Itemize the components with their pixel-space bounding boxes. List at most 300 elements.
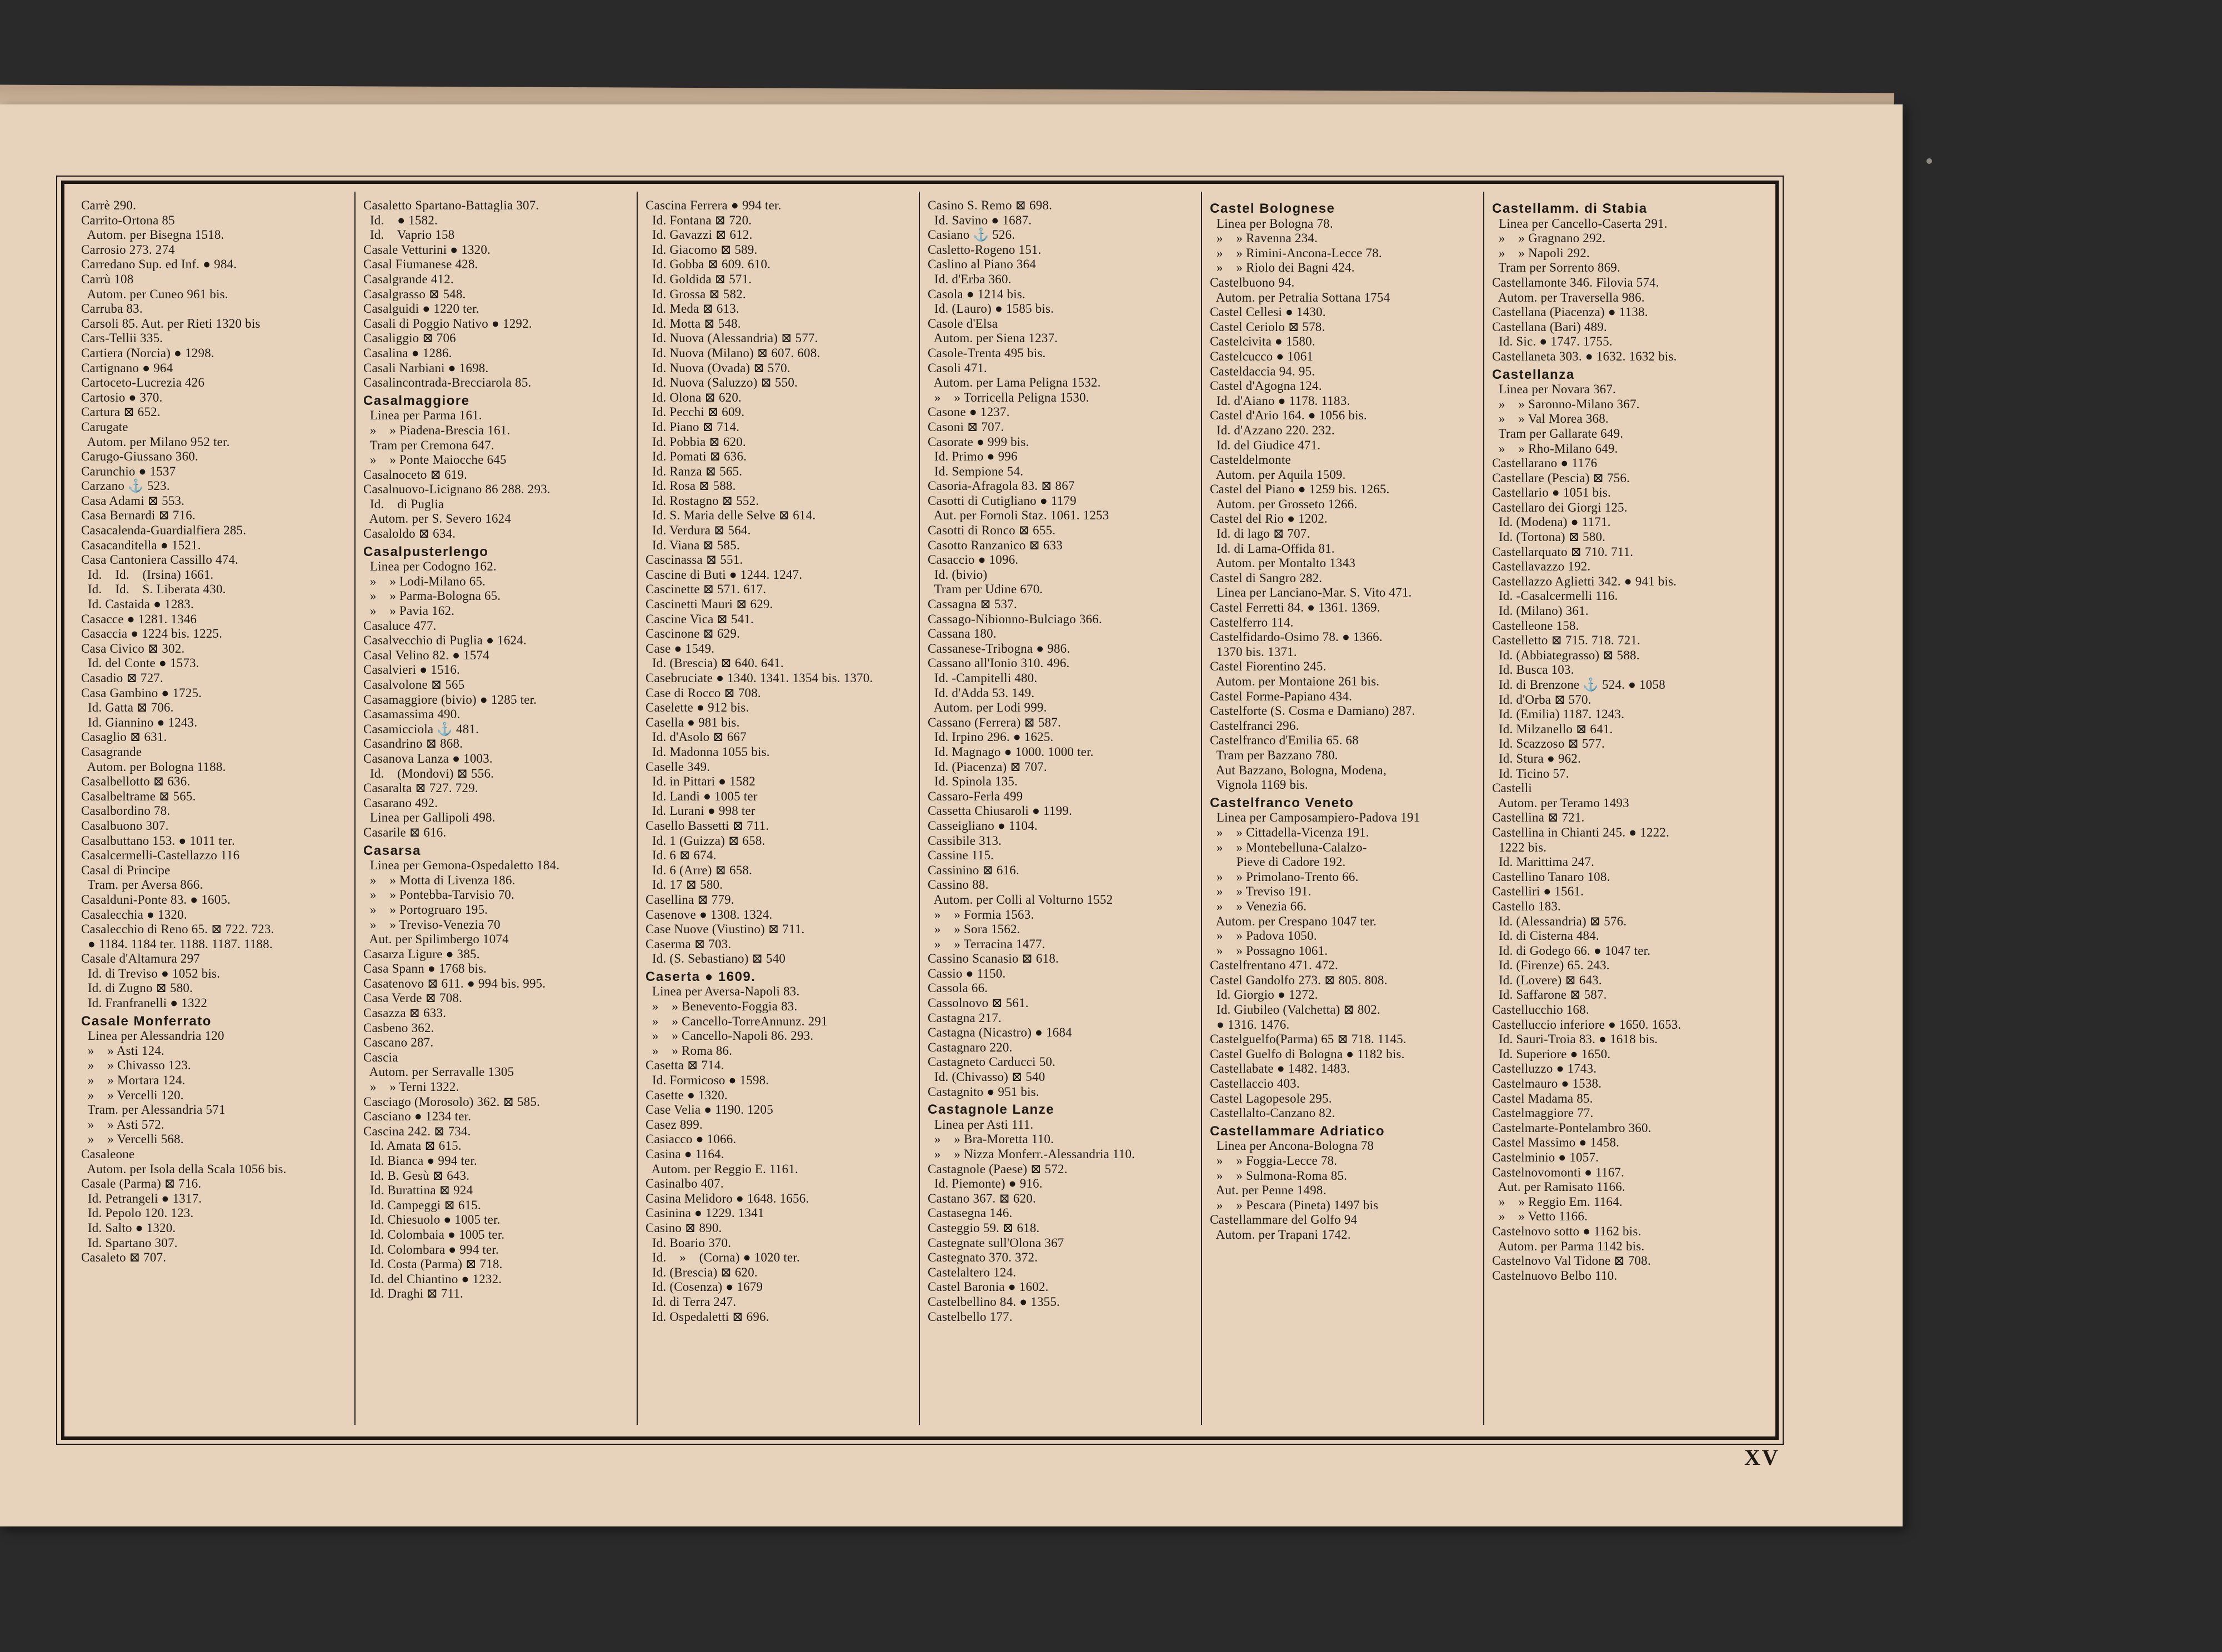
index-entry: Castellavazzo 192. <box>1492 559 1591 574</box>
index-entry: Autom. per Reggio E. 1161. <box>645 1162 798 1176</box>
index-entry: Castello 183. <box>1492 899 1561 913</box>
index-entry: Id. Fontana ⊠ 720. <box>645 213 752 227</box>
index-entry: Id. Piano ⊠ 714. <box>645 419 740 434</box>
index-entry: Id. Viana ⊠ 585. <box>645 538 740 552</box>
index-entry: Casalincontrada-Brecciarola 85. <box>363 376 532 390</box>
index-entry: » » Chivasso 123. <box>81 1058 191 1073</box>
index-entry: Casa Gambino ● 1725. <box>81 685 202 700</box>
index-entry: Carredano Sup. ed Inf. ● 984. <box>81 257 237 272</box>
index-entry: Id. (S. Sebastiano) ⊠ 540 <box>645 952 786 966</box>
index-entry: » » Cittadella-Vicenza 191. <box>1210 825 1369 839</box>
index-entry: Castel del Piano ● 1259 bis. 1265. <box>1210 482 1390 497</box>
index-entry: ● 1316. 1476. <box>1210 1017 1290 1032</box>
index-entry: Tram per Bazzano 780. <box>1210 748 1338 762</box>
index-entry: Casone ● 1237. <box>928 405 1010 419</box>
index-entry: Casaralta ⊠ 727. 729. <box>363 781 478 795</box>
index-entry: Castelminio ● 1057. <box>1492 1150 1599 1164</box>
index-entry: Id. Nuova (Saluzzo) ⊠ 550. <box>645 376 798 390</box>
index-entry: Id. (Lovere) ⊠ 643. <box>1492 973 1602 987</box>
index-entry: Autom. per Petralia Sottana 1754 <box>1210 290 1390 304</box>
index-entry: Castellaccio 403. <box>1210 1077 1300 1091</box>
index-entry: Id. di Cisterna 484. <box>1492 929 1599 943</box>
index-entry: Linea per Bologna 78. <box>1210 216 1333 231</box>
index-entry: Castelaltero 124. <box>928 1265 1017 1279</box>
index-entry: Caselle 349. <box>645 759 710 774</box>
index-entry: Id. di Treviso ● 1052 bis. <box>81 966 221 980</box>
index-entry: Casal Fiumanese 428. <box>363 257 478 272</box>
index-entry: Id. Savino ● 1687. <box>928 213 1032 227</box>
index-entry: Castellaneta 303. ● 1632. 1632 bis. <box>1492 349 1677 363</box>
index-entry: Castel di Sangro 282. <box>1210 570 1323 585</box>
index-entry: Casale (Parma) ⊠ 716. <box>81 1177 202 1191</box>
index-entry: Cascinassa ⊠ 551. <box>645 553 743 567</box>
index-entry: Id. Sempione 54. <box>928 464 1024 478</box>
index-entry: Castel Gandolfo 273. ⊠ 805. 808. <box>1210 973 1388 987</box>
index-entry: » » Vercelli 120. <box>81 1088 184 1102</box>
index-entry: Castelforte (S. Cosma e Damiano) 287. <box>1210 704 1415 718</box>
index-entry: Castelleone 158. <box>1492 618 1579 633</box>
index-entry: Casotti di Cutigliano ● 1179 <box>928 493 1077 508</box>
index-entry: » » Asti 124. <box>81 1043 164 1058</box>
index-entry: Casalvecchio di Puglia ● 1624. <box>363 633 527 648</box>
index-entry: Castagna 217. <box>928 1010 1002 1025</box>
index-entry: Casarza Ligure ● 385. <box>363 947 480 961</box>
index-entry: » » Vercelli 568. <box>81 1132 184 1147</box>
index-entry: Casina Melidoro ● 1648. 1656. <box>645 1191 809 1205</box>
index-entry: Casarile ⊠ 616. <box>363 825 447 839</box>
index-entry: Casa Bernardi ⊠ 716. <box>81 508 196 523</box>
index-entry: Id. di Puglia <box>363 497 444 511</box>
index-entry: Castellaro dei Giorgi 125. <box>1492 500 1628 514</box>
index-entry: Casalbeltrame ⊠ 565. <box>81 789 196 803</box>
index-entry: Id. Giannino ● 1243. <box>81 715 198 729</box>
index-entry: Id. Madonna 1055 bis. <box>645 744 770 759</box>
index-entry: » » Val Morea 368. <box>1492 412 1609 426</box>
index-entry: Casali di Poggio Nativo ● 1292. <box>363 316 532 331</box>
index-entry: Id. Piemonte) ● 916. <box>928 1177 1043 1191</box>
index-entry: Tram per Udine 670. <box>928 582 1043 597</box>
index-entry: Autom. per Isola della Scala 1056 bis. <box>81 1162 287 1176</box>
index-entry: Tram per Gallarate 649. <box>1492 426 1624 440</box>
index-entry: Linea per Alessandria 120 <box>81 1029 224 1043</box>
index-column-3 <box>638 192 920 1425</box>
index-entry: Id. Magnago ● 1000. 1000 ter. <box>928 744 1094 759</box>
index-entry: Casamicciola ⚓ 481. <box>363 722 479 736</box>
dust-speck <box>1926 158 1932 164</box>
index-entry: Castelbellino 84. ● 1355. <box>928 1294 1060 1309</box>
index-entry: Id. Milzanello ⊠ 641. <box>1492 722 1613 736</box>
index-entry: Id. Bianca ● 994 ter. <box>363 1154 477 1168</box>
index-entry: » » Roma 86. <box>645 1043 733 1058</box>
index-entry: Casalnuovo-Licignano 86 288. 293. <box>363 482 551 497</box>
index-entry: Autom. per Bisegna 1518. <box>81 228 224 242</box>
index-entry: Linea per Ancona-Bologna 78 <box>1210 1139 1374 1153</box>
index-section-heading: Casalmaggiore <box>363 393 470 408</box>
index-entry: Casacce ● 1281. 1346 <box>81 612 197 626</box>
index-entry: Id. di lago ⊠ 707. <box>1210 527 1310 541</box>
index-entry: Castel Ceriolo ⊠ 578. <box>1210 319 1325 334</box>
index-entry: Casaccio ● 1096. <box>928 553 1019 567</box>
index-entry: Casaglio ⊠ 631. <box>81 730 167 744</box>
index-entry: Carrù 108 <box>81 272 134 286</box>
index-section-heading: Casalpusterlengo <box>363 544 489 559</box>
index-entry: » » Bra-Moretta 110. <box>928 1132 1054 1147</box>
index-entry: Casale Vetturini ● 1320. <box>363 242 491 257</box>
index-entry: Aut Bazzano, Bologna, Modena, <box>1210 763 1387 777</box>
index-entry: » » Gragnano 292. <box>1492 231 1606 246</box>
index-entry: Id. Goldida ⊠ 571. <box>645 272 752 286</box>
index-entry: Linea per Gemona-Ospedaletto 184. <box>363 858 560 873</box>
index-entry: Castellabate ● 1482. 1483. <box>1210 1062 1350 1076</box>
index-entry: Cassine 115. <box>928 848 994 863</box>
index-entry: » » Treviso 191. <box>1210 884 1312 899</box>
index-entry: Cartiera (Norcia) ● 1298. <box>81 346 214 360</box>
index-entry: Castellina in Chianti 245. ● 1222. <box>1492 825 1670 839</box>
index-entry: Id. Saffarone ⊠ 587. <box>1492 988 1607 1002</box>
index-entry: Id. 1 (Guizza) ⊠ 658. <box>645 833 765 848</box>
index-entry: Id. Ranza ⊠ 565. <box>645 464 743 478</box>
index-entry: Id. (Alessandria) ⊠ 576. <box>1492 914 1627 928</box>
index-entry: Castellamonte 346. Filovia 574. <box>1492 275 1659 289</box>
index-entry: Casette ● 1320. <box>645 1088 728 1102</box>
index-entry: Casetta ⊠ 714. <box>645 1058 724 1073</box>
index-entry: Casello Bassetti ⊠ 711. <box>645 818 769 833</box>
index-entry: » » Mortara 124. <box>81 1073 186 1088</box>
index-entry: Cassino Scanasio ⊠ 618. <box>928 952 1059 966</box>
index-entry: Casola ● 1214 bis. <box>928 287 1025 301</box>
index-entry: Autom. per Teramo 1493 <box>1492 795 1629 810</box>
index-entry: Casa Verde ⊠ 708. <box>363 991 463 1005</box>
index-entry: Castellucchio 168. <box>1492 1003 1589 1017</box>
index-entry: Id. Giacomo ⊠ 589. <box>645 242 758 257</box>
index-entry: Castel Madama 85. <box>1492 1091 1593 1105</box>
index-entry: Casalguidi ● 1220 ter. <box>363 302 479 316</box>
index-entry: Id. Gatta ⊠ 706. <box>81 700 174 715</box>
index-entry: Id. Castaida ● 1283. <box>81 597 194 612</box>
index-entry: Id. ● 1582. <box>363 213 438 227</box>
index-entry: Id. 6 (Arre) ⊠ 658. <box>645 863 753 877</box>
index-entry: Id. del Chiantino ● 1232. <box>363 1271 502 1286</box>
index-entry: Id. -Casalcermelli 116. <box>1492 589 1618 603</box>
index-entry: Id. » (Corna) ● 1020 ter. <box>645 1250 800 1265</box>
index-entry: Id. (Piacenza) ⊠ 707. <box>928 759 1047 774</box>
index-entry: Linea per Novara 367. <box>1492 382 1617 397</box>
index-entry: Linea per Parma 161. <box>363 408 482 423</box>
index-entry: » » Cancello-TorreAnnunz. 291 <box>645 1014 828 1028</box>
index-entry: » » Nizza Monferr.-Alessandria 110. <box>928 1147 1135 1161</box>
index-entry: Casalbellotto ⊠ 636. <box>81 774 191 789</box>
index-entry: Carrè 290. <box>81 198 137 212</box>
index-entry: Id. (Mondovi) ⊠ 556. <box>363 766 494 780</box>
index-entry: Castelnovomonti ● 1167. <box>1492 1165 1625 1179</box>
index-entry: » » Napoli 292. <box>1492 246 1590 260</box>
index-section-heading: Caserta ● 1609. <box>645 969 756 984</box>
index-section-heading: Castellamm. di Stabia <box>1492 201 1648 216</box>
index-entry: Id. Nuova (Milano) ⊠ 607. 608. <box>645 346 820 360</box>
index-entry: Id. Costa (Parma) ⊠ 718. <box>363 1257 503 1271</box>
index-entry: Id. d'Azzano 220. 232. <box>1210 423 1335 437</box>
index-entry: Casanova Lanza ● 1003. <box>363 751 493 765</box>
index-entry: Id. -Campitelli 480. <box>928 671 1038 685</box>
index-entry: » » Riolo dei Bagni 424. <box>1210 261 1355 275</box>
index-entry: Casadio ⊠ 727. <box>81 671 163 685</box>
index-entry: Castelcivita ● 1580. <box>1210 334 1315 349</box>
index-entry: Casbeno 362. <box>363 1020 434 1035</box>
index-entry: Linea per Cancello-Caserta 291. <box>1492 216 1668 231</box>
index-entry: Casciago (Morosolo) 362. ⊠ 585. <box>363 1094 541 1109</box>
index-entry: Castelnovo Val Tidone ⊠ 708. <box>1492 1254 1651 1268</box>
index-column-6 <box>1484 192 1766 1425</box>
index-entry: » » Rho-Milano 649. <box>1492 441 1618 455</box>
index-entry: » » Possagno 1061. <box>1210 943 1328 958</box>
index-entry: Cascinone ⊠ 629. <box>645 627 740 641</box>
index-entry: Cassio ● 1150. <box>928 966 1006 980</box>
index-entry: Castagneto Carducci 50. <box>928 1055 1056 1069</box>
index-entry: Casacalenda-Guardialfiera 285. <box>81 523 247 538</box>
index-entry: » » Pontebba-Tarvisio 70. <box>363 888 515 902</box>
index-entry: Casteldaccia 94. 95. <box>1210 364 1315 378</box>
index-entry: Case ● 1549. <box>645 641 715 655</box>
index-entry: Id. Giubileo (Valchetta) ⊠ 802. <box>1210 1003 1380 1017</box>
index-entry: Casella ● 981 bis. <box>645 715 740 729</box>
index-section-heading: Castellanza <box>1492 367 1575 382</box>
index-entry: Casalvieri ● 1516. <box>363 663 460 677</box>
index-entry: Id. Pepolo 120. 123. <box>81 1206 194 1220</box>
index-entry: Id. Spinola 135. <box>928 774 1018 789</box>
index-entry: » » Montebelluna-Calalzo- <box>1210 840 1367 854</box>
index-entry: Casole d'Elsa <box>928 316 998 331</box>
index-entry: Tram per Cremona 647. <box>363 438 494 452</box>
index-entry: Carunchio ● 1537 <box>81 464 176 478</box>
index-entry: Id. del Conte ● 1573. <box>81 656 199 670</box>
index-entry: Cassaro-Ferla 499 <box>928 789 1023 803</box>
index-entry: Casaloldo ⊠ 634. <box>363 527 456 541</box>
index-entry: Castelmauro ● 1538. <box>1492 1077 1602 1091</box>
index-entry: Casatenovo ⊠ 611. ● 994 bis. 995. <box>363 976 546 990</box>
index-entry: Id. d'Asolo ⊠ 667 <box>645 730 747 744</box>
index-entry: Id. Meda ⊠ 613. <box>645 302 739 316</box>
index-entry: Id. (Abbiategrasso) ⊠ 588. <box>1492 648 1640 662</box>
index-entry: Caslino al Piano 364 <box>928 257 1037 272</box>
index-entry: Id. Busca 103. <box>1492 663 1574 677</box>
index-entry: » » Sora 1562. <box>928 922 1020 937</box>
index-entry: Id. Boario 370. <box>645 1235 732 1250</box>
index-entry: Id. Nuova (Alessandria) ⊠ 577. <box>645 331 818 346</box>
index-entry: » » Vetto 1166. <box>1492 1209 1588 1224</box>
index-entry: Id. (Chivasso) ⊠ 540 <box>928 1070 1045 1084</box>
index-entry: Casazza ⊠ 633. <box>363 1006 447 1020</box>
index-entry: Carugate <box>81 419 128 434</box>
index-entry: Casa Cantoniera Cassillo 474. <box>81 553 239 567</box>
index-entry: Castelli <box>1492 781 1532 795</box>
index-entry: Cascia <box>363 1050 398 1064</box>
index-entry: Id. Draghi ⊠ 711. <box>363 1286 463 1301</box>
index-entry: Vignola 1169 bis. <box>1210 778 1308 792</box>
index-entry: Autom. per Aquila 1509. <box>1210 467 1346 482</box>
index-entry: » » Formia 1563. <box>928 907 1034 922</box>
index-entry: Castelliri ● 1561. <box>1492 884 1584 899</box>
index-entry: Id. in Pittari ● 1582 <box>645 774 756 789</box>
index-entry: Linea per Aversa-Napoli 83. <box>645 984 800 999</box>
index-entry: Casacanditella ● 1521. <box>81 538 201 552</box>
index-entry: Cars-Tellii 335. <box>81 331 163 346</box>
index-entry: Id. Id. (Irsina) 1661. <box>81 567 214 582</box>
index-entry: Id. Gavazzi ⊠ 612. <box>645 228 753 242</box>
index-entry: 1370 bis. 1371. <box>1210 644 1297 659</box>
index-entry: Id. Grossa ⊠ 582. <box>645 287 746 301</box>
index-entry: Autom. per Lama Peligna 1532. <box>928 376 1101 390</box>
index-entry: Id. Amata ⊠ 615. <box>363 1139 462 1153</box>
index-section-heading: Castagnole Lanze <box>928 1102 1055 1118</box>
index-entry: Casiacco ● 1066. <box>645 1132 737 1147</box>
index-entry: » » Sulmona-Roma 85. <box>1210 1168 1348 1183</box>
index-entry: Castel Lagopesole 295. <box>1210 1091 1332 1105</box>
index-entry: Casenove ● 1308. 1324. <box>645 907 773 922</box>
index-entry: » » Venezia 66. <box>1210 899 1307 913</box>
index-entry: Casalbordino 78. <box>81 804 171 818</box>
index-entry: Autom. per Lodi 999. <box>928 700 1047 715</box>
index-entry: Id. Vaprio 158 <box>363 228 455 242</box>
index-entry: Case di Rocco ⊠ 708. <box>645 685 761 700</box>
index-entry: » » Terracina 1477. <box>928 937 1045 951</box>
index-entry: Cascinetti Mauri ⊠ 629. <box>645 597 773 612</box>
index-entry: Casinina ● 1229. 1341 <box>645 1206 764 1220</box>
page-number: XV <box>1744 1445 1780 1470</box>
index-entry: » » Cancello-Napoli 86. 293. <box>645 1029 814 1043</box>
index-entry: Castelfranci 296. <box>1210 718 1299 733</box>
index-entry: Autom. per S. Severo 1624 <box>363 512 512 526</box>
index-entry: » » Motta di Livenza 186. <box>363 873 516 887</box>
index-entry: Casebruciate ● 1340. 1341. 1354 bis. 1370. <box>645 671 873 685</box>
index-entry: Id. Primo ● 996 <box>928 449 1018 464</box>
index-entry: Id. Salto ● 1320. <box>81 1220 176 1235</box>
index-entry: Id. Formicoso ● 1598. <box>645 1073 769 1088</box>
index-entry: Casorate ● 999 bis. <box>928 434 1029 449</box>
index-entry: » » Foggia-Lecce 78. <box>1210 1154 1338 1168</box>
index-entry: Casotto Ranzanico ⊠ 633 <box>928 538 1063 552</box>
index-entry: » » Treviso-Venezia 70 <box>363 917 501 932</box>
index-entry: » » Parma-Bologna 65. <box>363 589 501 603</box>
index-column-2 <box>356 192 638 1425</box>
index-entry: Autom. per Traversella 986. <box>1492 290 1645 304</box>
index-entry: Autom. per Serravalle 1305 <box>363 1065 514 1079</box>
index-entry: » » Asti 572. <box>81 1117 164 1132</box>
index-entry: Id. Id. S. Liberata 430. <box>81 582 226 597</box>
index-entry: Castellammare del Golfo 94 <box>1210 1213 1358 1227</box>
index-entry: Castel del Rio ● 1202. <box>1210 512 1328 526</box>
index-entry: Cascina 242. ⊠ 734. <box>363 1124 471 1138</box>
index-entry: Castelnuovo Belbo 110. <box>1492 1268 1618 1283</box>
index-entry: Aut. per Spilimbergo 1074 <box>363 932 509 947</box>
index-entry: Autom. per Colli al Volturno 1552 <box>928 892 1113 907</box>
index-entry: Id. Burattina ⊠ 924 <box>363 1183 473 1198</box>
index-entry: Id. Rostagno ⊠ 552. <box>645 493 759 508</box>
index-entry: Castellalto-Canzano 82. <box>1210 1106 1335 1120</box>
index-entry: Id. Irpino 296. ● 1625. <box>928 730 1054 744</box>
index-entry: Castelmarte-Pontelambro 360. <box>1492 1120 1652 1135</box>
index-entry: Cartosio ● 370. <box>81 390 163 404</box>
index-entry: Casino S. Remo ⊠ 698. <box>928 198 1053 212</box>
index-entry: Carrosio 273. 274 <box>81 242 175 257</box>
index-entry: » » Rimini-Ancona-Lecce 78. <box>1210 246 1382 260</box>
index-entry: Castellana (Piacenza) ● 1138. <box>1492 305 1648 319</box>
index-entry: Casellina ⊠ 779. <box>645 892 734 907</box>
index-columns <box>73 192 1768 1425</box>
index-entry: Castelmaggiore 77. <box>1492 1106 1594 1120</box>
index-section-heading: Casale Monferrato <box>81 1013 212 1029</box>
index-entry: Castellino Tanaro 108. <box>1492 869 1610 884</box>
index-entry: 1222 bis. <box>1492 840 1547 854</box>
index-entry: Aut. per Fornoli Staz. 1061. 1253 <box>928 508 1109 523</box>
index-entry: Casoria-Afragola 83. ⊠ 867 <box>928 479 1075 493</box>
index-entry: Castagnaro 220. <box>928 1040 1013 1054</box>
index-entry: » » Ravenna 234. <box>1210 231 1318 246</box>
index-entry: Id. Nuova (Ovada) ⊠ 570. <box>645 361 790 375</box>
index-entry: Casalbuono 307. <box>81 818 169 833</box>
index-entry: Aut. per Ramisato 1166. <box>1492 1180 1625 1194</box>
index-entry: Casal Velino 82. ● 1574 <box>363 648 489 662</box>
index-entry: Casamaggiore (bivio) ● 1285 ter. <box>363 692 537 707</box>
index-entry: Autom. per Siena 1237. <box>928 331 1058 346</box>
index-entry: Id. (Tortona) ⊠ 580. <box>1492 530 1606 544</box>
index-entry: Id. B. Gesù ⊠ 643. <box>363 1168 470 1183</box>
index-entry: Casiano ⚓ 526. <box>928 228 1015 242</box>
index-entry: Casole-Trenta 495 bis. <box>928 346 1046 360</box>
index-entry: Aut. per Penne 1498. <box>1210 1183 1327 1198</box>
index-entry: » » Terni 1322. <box>363 1080 459 1094</box>
index-entry: Id. di Godego 66. ● 1047 ter. <box>1492 943 1651 958</box>
index-entry: Id. S. Maria delle Selve ⊠ 614. <box>645 508 816 523</box>
index-entry: Castel Guelfo di Bologna ● 1182 bis. <box>1210 1047 1405 1061</box>
index-entry: Id. Colombaia ● 1005 ter. <box>363 1227 505 1241</box>
index-section-heading: Castellammare Adriatico <box>1210 1123 1385 1139</box>
index-entry: Id. Campeggi ⊠ 615. <box>363 1198 481 1212</box>
index-entry: Casal di Principe <box>81 863 171 877</box>
index-entry: » » Benevento-Foggia 83. <box>645 999 798 1014</box>
index-entry: Autom. per Parma 1142 bis. <box>1492 1239 1645 1253</box>
index-entry: Cascine di Buti ● 1244. 1247. <box>645 567 803 582</box>
index-entry: Id. d'Orba ⊠ 570. <box>1492 692 1592 707</box>
index-entry: Casotti di Ronco ⊠ 655. <box>928 523 1056 538</box>
index-entry: » » Ponte Maiocche 645 <box>363 453 507 467</box>
index-entry: Id. d'Erba 360. <box>928 272 1012 286</box>
index-entry: Castellarano ● 1176 <box>1492 456 1598 470</box>
index-entry: Casaluce 477. <box>363 618 437 633</box>
index-entry: Castellana (Bari) 489. <box>1492 319 1607 334</box>
index-entry: Casseigliano ● 1104. <box>928 818 1038 833</box>
index-entry: Id. Landi ● 1005 ter <box>645 789 758 803</box>
index-entry: Cassibile 313. <box>928 833 1002 848</box>
index-entry: Autom. per Crespano 1047 ter. <box>1210 914 1377 928</box>
index-entry: Carrito-Ortona 85 <box>81 213 175 227</box>
index-entry: Casaliggio ⊠ 706 <box>363 331 456 346</box>
index-entry: Casalecchia ● 1320. <box>81 907 187 922</box>
index-entry: Id. 6 ⊠ 674. <box>645 848 717 863</box>
index-entry: Castel Cellesi ● 1430. <box>1210 305 1326 319</box>
index-entry: » » Portogruaro 195. <box>363 902 488 917</box>
index-entry: Castel Ferretti 84. ● 1361. 1369. <box>1210 600 1380 615</box>
index-entry: Id. Scazzoso ⊠ 577. <box>1492 737 1605 751</box>
index-entry: Castelbuono 94. <box>1210 275 1295 289</box>
index-entry: Cascine Vica ⊠ 541. <box>645 612 754 626</box>
index-entry: Castagnole (Paese) ⊠ 572. <box>928 1162 1068 1176</box>
index-entry: Id. (Emilia) 1187. 1243. <box>1492 707 1625 722</box>
index-entry: Castegnato 370. 372. <box>928 1250 1038 1265</box>
index-entry: Casteggio 59. ⊠ 618. <box>928 1220 1040 1235</box>
index-entry: Castellario ● 1051 bis. <box>1492 485 1611 500</box>
index-section-heading: Castel Bolognese <box>1210 201 1335 216</box>
index-entry: Linea per Asti 111. <box>928 1117 1034 1132</box>
